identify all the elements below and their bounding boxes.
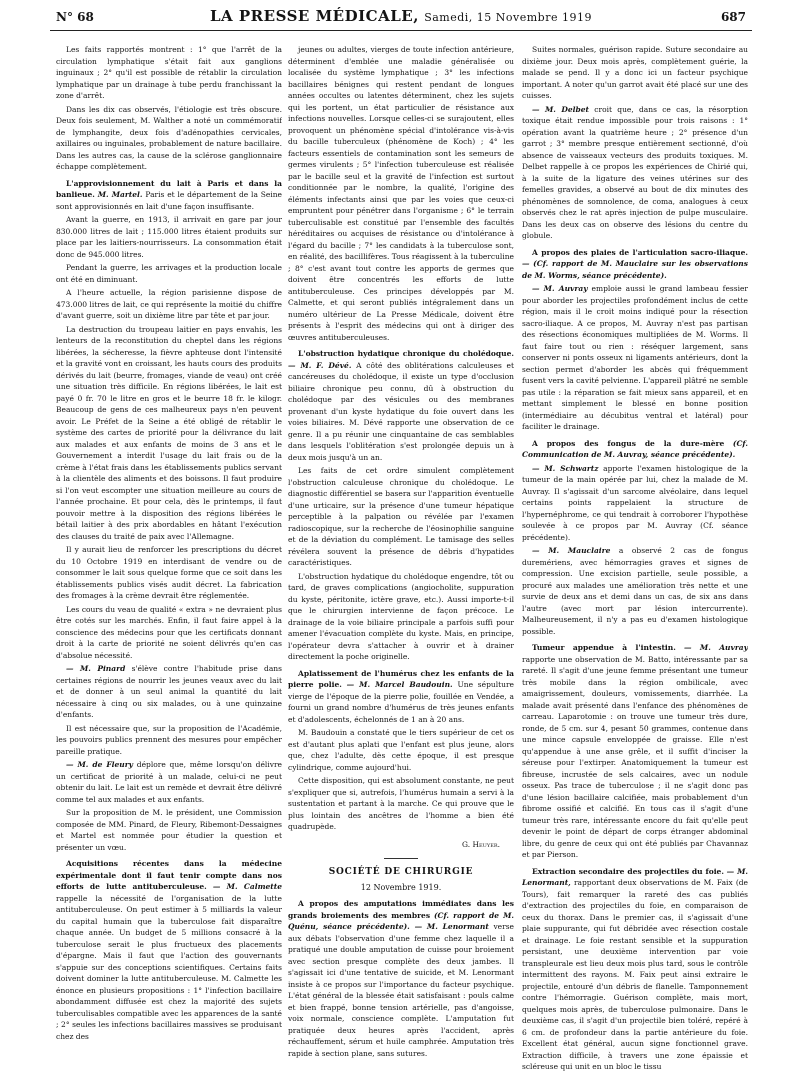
article-paragraph <box>56 287 282 322</box>
text-column-middle <box>288 44 514 1078</box>
page-header <box>50 4 752 31</box>
article-paragraph <box>522 438 748 461</box>
article-paragraph <box>56 759 282 805</box>
paragraph-text: rappelle la nécessité de l'organisation de la lutte antituberculeuse. On peut estimer à 5 milliards la valeur du capital humain que la tuberculose fait disparaître chaque année. Un budget de 5 millions consacré à la tuberculose serait le plus fructueux des placements d'épargne. Mais il faut que l'action des gouvernants s'appuie sur des conceptions scientifiques. Certains faits doivent dominer la lutte antituberculeuse. M. Calmette les énonce en plusieurs propositions : 1° l'infection bacillaire abondamment diffusée est chez la majorité des sujets tuberculisables compatible avec les apparences de la santé ; 2° seules les infections bacillaires massives se produisant chez des <box>56 893 282 1041</box>
article-paragraph <box>288 465 514 569</box>
journal-title: LA PRESSE MÉDICALE, <box>210 7 419 25</box>
article-paragraph <box>56 604 282 662</box>
article-author: — (Cf. rapport de M. Mauclaire sur les observations de M. Worms, séance précédente). <box>522 259 748 280</box>
article-paragraph <box>522 463 748 544</box>
article-author: (Cf. Communication de M. Auvray, séance précédente). <box>522 438 748 459</box>
paragraph-text: Il est nécessaire que, sur la proposition de l'Académie, les pouvoirs publics prennent des mesures pour empêcher pareille pratique. <box>56 723 282 756</box>
article-author: — M. Auvray <box>684 643 748 652</box>
paragraph-text: L'obstruction hydatique du cholédoque engendre, tôt ou tard, de graves complications (angiocholite, suppuration du kyste, péritonite, ictère grave, etc.). Aussi importe-t-il que le chirurgien intervienne de façon précoce. Le drainage de la voie biliaire principale a parfois suffi pour amener l'évacuation complète du kyste. Mais, en principe, l'opérateur devra s'attacher à ouvrir et à drainer directement la poche originelle. <box>288 571 514 661</box>
article-paragraph <box>288 898 514 1059</box>
paragraph-text: La destruction du troupeau laitier en pays envahis, les lenteurs de la reconstitution du cheptel dans les régions libérées, la sécheresse, la fièvre aphteuse dont l'intensité et la gravité vont en croissant, les hauts cours des produits dérivés du lait (beurre, fromages, viande de veau) ont créé une situation très difficile. En régions libérées, le lait est payé 0 fr. 70 le litre en gros et le beurre 18 fr. le kilogr. Beaucoup de gens de ces malheureux pays n'en peuvent avoir. Le Préfet de la Seine a été obligé de rétablir le système des cartes de priorité pour la délivrance du lait aux malades et aux enfants de moins de 3 ans et le Gouvernement a interdit l'usage du lait frais ou de la crème à l'état frais dans les établissements publics servant à la clientèle des aliments et des boissons. Il faut produire si l'on veut escompter une situation meilleure au cours de l'année prochaine. Et pour cela, dès le printemps, il faut pouvoir mettre à la disposition des régions libérées le bétail laitier à des prix abordables en hâtant l'exécution des clauses du traité de paix avec l'Allemagne. <box>56 324 282 541</box>
page-number: 687 <box>720 10 746 24</box>
article-author: — M. Marcel Baudouin. <box>346 680 453 689</box>
issue-number: N° 68 <box>56 10 94 24</box>
article-paragraph <box>288 727 514 773</box>
paragraph-text: Les cours du veau de qualité « extra » ne devraient plus être cotés sur les marchés. Enfin, il faut faire appel à la conscience des médecins pour que les certificats donnant droit à la carte de priorité ne soient délivrés qu'en cas d'absolue nécessité. <box>56 604 282 660</box>
article-paragraph <box>522 866 748 1073</box>
article-paragraph <box>288 775 514 833</box>
journal-title-line <box>50 7 752 25</box>
article-paragraph <box>56 544 282 602</box>
article-author: — M. Pinard <box>66 664 126 673</box>
article-paragraph <box>56 104 282 173</box>
article-author: — M. Mauclaire <box>532 546 611 555</box>
article-paragraph <box>56 262 282 285</box>
article-heading: Aplatissement de l'humérus chez les enfants de la pierre polie. <box>288 668 514 689</box>
paragraph-text: s'élève contre l'habitude prise dans certaines régions de nourrir les jeunes veaux avec du lait et de donner à un seul animal la quantité du lait nécessaire à cinq ou six malades, ou à une quinzaine d'enfants. <box>56 664 282 719</box>
article-paragraph <box>56 858 282 1042</box>
paragraph-text: Une sépulture vierge de l'époque de la pierre polie, fouillée en Vendée, a fourni un grand nombre d'humérus de très jeunes enfants et d'adolescents, échelonnés de 1 an à 20 ans. <box>288 680 514 724</box>
article-heading: Tumeur appendue à l'intestin. <box>532 643 676 652</box>
article-heading: L'obstruction hydatique chronique du cholédoque. <box>298 349 514 358</box>
article-paragraph <box>522 283 748 433</box>
article-paragraph <box>522 104 748 242</box>
paragraph-text: Avant la guerre, en 1913, il arrivait en gare par jour 830.000 litres de lait ; 115.000 litres étaient produits sur place par les laitiers-nourrisseurs. La consommation était donc de 945.000 litres. <box>56 215 282 259</box>
article-paragraph <box>288 44 514 343</box>
article-heading: Extraction secondaire des projectiles du foie. <box>532 866 724 876</box>
paragraph-text: Il y aurait lieu de renforcer les prescriptions du décret du 10 Octobre 1919 en interdisant de vendre ou de consommer le lait sous quelque forme que ce soit dans les établissements publics visés audit décret. La fabrication des fromages à la crème devrait être réglementée. <box>56 545 282 600</box>
article-heading: A propos des fongus de la dure-mère <box>532 438 725 448</box>
paragraph-text: M. Baudouin a constaté que le tiers supérieur de cet os est d'autant plus aplati que l'enfant est plus jeune, alors que, chez l'adulte, dès cette époque, il est presque cylindrique, comme aujourd'hui. <box>288 728 514 772</box>
article-paragraph <box>56 178 282 213</box>
text-column-left <box>56 44 282 1078</box>
paragraph-text: A côté des oblitérations calculeuses et cancéreuses du cholédoque, il existe un type d'occlusion biliaire chronique peu connu, dû à obstruction du cholédoque par des vésicules ou des membranes provenant d'un kyste hydatique du foie ouvert dans les voies biliaires. M. Dévé rapporte une observation de ce genre. Il a pu réunir une cinquantaine de cas semblables dans lesquels l'oblitération s'est prolongée depuis un à deux mois jusqu'à un an. <box>288 360 514 462</box>
paragraph-text: Suites normales, guérison rapide. Suture secondaire au dixième jour. Deux mois après, complètement guérie, la malade se pend. Il y a donc ici un facteur psychique important. A noter qu'un garrot avait été placé sur une des cuisses. <box>522 45 748 100</box>
article-paragraph <box>522 642 748 861</box>
article-heading: A propos des plaies de l'articulation sacro-iliaque. <box>532 247 748 257</box>
article-paragraph <box>56 324 282 543</box>
article-heading: A propos des amputations immédiates dans les grands broiements des membres <box>288 899 514 920</box>
article-author: — M. Calmette <box>212 882 282 891</box>
article-author: — M. Delbet <box>532 104 590 114</box>
issue-date: Samedi, 15 Novembre 1919 <box>424 11 592 24</box>
paragraph-text: Dans les dix cas observés, l'étiologie est très obscure. Deux fois seulement, M. Walther a noté un commémoratif de lymphangite, deux fois d'adénopathies cervicales, axillaires ou inguinales, probablement de nature bacillaire. Dans les autres cas, la cause de la sclérose ganglionnaire échappe complètement. <box>56 104 282 171</box>
paragraph-text: Pendant la guerre, les arrivages et la production locale ont été en diminuant. <box>56 263 282 284</box>
article-paragraph <box>522 247 748 282</box>
article-paragraph <box>288 571 514 663</box>
signature: G. Heuyer. <box>462 839 500 849</box>
section-date: 12 Novembre 1919. <box>360 882 442 892</box>
article-heading: Acquisitions récentes dans la médecine expérimentale dont il faut tenir compte dans nos efforts de lutte antituberculeuse. <box>56 859 282 891</box>
paragraph-text: rapportant deux observations de M. Faix (de Tours), fait remarquer la rareté des cas publiés d'extraction des projectiles du foie, en comparaison de ceux du thorax. Dans le premier cas, il s'agissait d'une plaie suppurante, qui fut débridée avec résection costale et drainage. Le foie restant sensible et la suppuration persistant, une deuxième intervention par voie transpleurale est lieu deux mois plus tard, sous le contrôle intermittent des rayons. M. Faix peut ainsi extraire le projectile, entouré d'un débris de flanelle. Tamponnement contre l'hémorragie. Guérison complète, mais mort, quelques mois après, de tuberculose pulmonaire. Dans le deuxième cas, il s'agit d'un projectile bien toléré, repéré à 6 cm. de profondeur dans la partie antérieure du foie. Excellent état général, aucun signe fonctionnel grave. Extraction difficile, à travers une zone épaissie et scléreuse qui unit en un bloc le tissu <box>522 878 748 1071</box>
article-heading: L'approvisionnement du lait à Paris et dans la banlieue. <box>56 178 282 199</box>
article-paragraph <box>56 44 282 102</box>
paragraph-text: Paris et le département de la Seine sont approvisionnés en lait d'une façon insuffisante. <box>56 190 282 211</box>
paragraph-text: A l'heure actuelle, la région parisienne dispose de 473.000 litres de lait, ce qui représente la moitié du chiffre d'avant guerre, soit un dixième litre par tête et par jour. <box>56 288 282 320</box>
paragraph-text: croit que, dans ce cas, la résorption toxique était rendue impossible pour trois raisons : 1° opération avant la quatrième heure ; 2° présence d'un garrot ; 3° membre presque entièrement sectionné, d'où absence de vaisseaux vecteurs des produits toxiques. M. Delbet rappelle à ce propos les expériences de Chirié qui, à la suite de la ligature des veines utérines sur des femelles gravides, a observé au bout de dix minutes des phénomènes de somnolence, de coma, analogues à ceux observés chez le rat après injection de pulpe musculaire. Dans les deux cas on observe des lésions du centre du globule. <box>522 104 748 240</box>
article-author: — M. Schwartz <box>532 463 599 473</box>
paragraph-text: déplore que, même lorsqu'on délivre un certificat de priorité à un malade, celui-ci ne peut obtenir du lait. Le lait est un remède et devrait être délivré comme tel aux malades et aux enfants. <box>56 760 282 804</box>
article-author: — M. Lenormant, <box>522 866 748 887</box>
section-rule <box>384 858 418 859</box>
paragraph-text: Sur la proposition de M. le président, une Commission composée de MM. Pinard, de Fleury, Ribemont-Dessaignes et Martel est nommée pour étudier la question et présenter un vœu. <box>56 808 282 852</box>
section-title: SOCIÉTÉ DE CHIRURGIE <box>328 867 474 877</box>
article-paragraph <box>56 214 282 260</box>
paragraph-text: emploie aussi le grand lambeau fessier pour aborder les projectiles profondément inclus de cette région, mais il le croit moins indiqué pour la résection sacro-iliaque. A ce propos, M. Auvray n'est pas partisan des résections économiques multipliées de M. Worms. Il faut faire tout ou rien : réséquer largement, sans conserver ni ponts osseux ni ligaments antérieurs, dont la section permet d'aborder les abcès qui fréquemment fusent vers la cavité pelvienne. L'appareil plâtré ne semble pas utile : la réparation se fait mieux sans appareil, et en mettant simplement le blessé en bonne position (intermédiaire au décubitus ventral et latéral) pour faciliter le drainage. <box>522 284 748 431</box>
article-paragraph <box>288 668 514 726</box>
article-paragraph <box>56 807 282 853</box>
article-author: (Cf. rapport de M. Quénu, séance précédente). — M. Lenormant <box>288 910 514 931</box>
paragraph-text: apporte l'examen histologique de la tumeur de la main opérée par lui, chez la malade de M. Auvray. Il s'agissait d'un sarcome alvéolaire, dans lequel certains points rappelaient la structure de l'hypernéphrome, ce qui tendrait à corroborer l'hypothèse soulevée à ce propos par M. Auvray (Cf. séance précédente). <box>522 463 748 542</box>
article-paragraph <box>522 44 748 102</box>
paragraph-text: Les faits rapportés montrent : 1° que l'arrêt de la circulation lymphatique s'était fait aux ganglions inguinaux ; 2° qu'il est possible de rétablir la circulation lymphatique par un drainage à tube perdu franchissant la zone d'arrêt. <box>56 45 282 100</box>
article-paragraph <box>288 348 514 463</box>
article-paragraph <box>56 663 282 721</box>
article-author: — M. Auvray <box>532 284 588 293</box>
article-author: — M. F. Dévé. <box>288 360 352 370</box>
paragraph-text: a observé 2 cas de fongus duremériens, avec hémorragies graves et signes de compression. Une excision partielle, seule possible, a procuré aux malades une amélioration très nette et une survie de deux ans et demi dans un cas, de six ans dans l'autre (avec mort par lésion intercurrente). Malheureusement, il n'y a pas eu d'examen histologique possible. <box>522 546 748 636</box>
section-heading-block <box>288 858 514 893</box>
paragraph-text: rapporte une observation de M. Batto, intéressante par sa rareté. Il s'agit d'une jeune femme présentant une tumeur très mobile dans la région ombilicale, avec amaigrissement, douleurs, vomissements, diarrhée. La malade avait présenté dans l'enfance des phénomènes de carreau. Laparotomie : on trouve une tumeur très dure, ronde, de 5 cm. sur 4, pesant 50 grammes, contenue dans une mince capsule enveloppée de graisse. Elle n'est qu'appendue à une anse grêle, et il suffit d'inciser la séreuse pour l'extirper. Anatomiquement la tumeur est fibreuse, incrustée de sels calcaires, avec un nodule osseux. Pas trace de tuberculose ; il ne s'agit donc pas d'une lésion bacillaire calcifiée, mais probablement d'un fibrome ossifié et calcifié. En tous cas il s'agit d'une tumeur très rare, intéressante encore du fait qu'elle peut devenir le point de départ de corps étranger abdominal libre, du genre de ceux qui ont été publiés par Chavannaz et par Pierson. <box>522 654 748 859</box>
paragraph-text: Cette disposition, qui est absolument constante, ne peut s'expliquer que si, autrefois, l'humérus humain a servi à la sustentation et partant à la marche. Ce qui prouve que le plus lointain des ancêtres de l'homme a bien été quadrupède. <box>288 776 514 831</box>
paragraph-text: verse aux débats l'observation d'une femme chez laquelle il a pratiqué une double amputation de cuisse pour broiement avec section presque complète des deux jambes. Il s'agissait ici d'une tentative de suicide, et M. Lenormant insiste à ce propos sur l'importance du facteur psychique. L'état général de la blessée était satisfaisant : pouls calme et bien frappé, bonne tension artérielle, pas d'angoisse, voix normale, conscience complète. L'amputation fut pratiquée deux heures après l'accident, après réchauffement, sérum et huile camphrée. Amputation très rapide à section plane, sans sutures. <box>288 922 514 1058</box>
paragraph-text: jeunes ou adultes, vierges de toute infection antérieure, déterminent d'emblée une maladie généralisée ou localisée du système lymphatique ; 3° les infections bacillaires bénignes qui restent pendant de longues années occultes ou latentes déterminent, chez les sujets qui les portent, un état particulier de résistance aux infections nouvelles. Lorsque celles-ci se surajoutent, elles provoquent un phénomène spécial d'intolérance vis-à-vis du bacille tuberculeux (phénomène de Koch) ; 4° les facteurs essentiels de contamination sont les semeurs de germes virulents ; 5° l'infection tuberculeuse est réalisée par le bacille seul et la gravité de l'infection est surtout conditionnée par le nombre, la qualité, l'origine des éléments infectants ainsi que par les voies que ceux-ci empruntent pour pénétrer dans l'organisme ; 6° le terrain tuberculisable est constitué par l'ensemble des facultés héréditaires ou acquises de résistance ou d'intolérance à l'égard du bacille ; 7° les candidats à la tuberculose sont, en réalité, des bacillifères. Tous réagissent à la tuberculine ; 8° c'est avant tout contre les apports de germes que doivent être concentrés les efforts de lutte antituberculeuse. Ces principes développés par M. Calmette, et qui seront publiés intégralement dans un numéro ultérieur de La Presse Médicale, doivent être présents à l'esprit des médecins qui ont à diriger des œuvres antituberculeuses. <box>288 45 514 342</box>
text-column-right <box>522 44 748 1078</box>
paragraph-text: Les faits de cet ordre simulent complètement l'obstruction calculeuse chronique du cholédoque. Le diagnostic différentiel se basera sur l'apparition éventuelle d'une urticaire, sur la présence d'une tumeur hépatique perceptible à la palpation ou révélée par l'examen radioscopique, sur la recherche de l'éosinophilie sanguine et de la déviation du complément. Le tamisage des selles révélera souvent la présence de débris d'hypatides caractéristiques. <box>288 466 514 567</box>
article-paragraph <box>56 723 282 758</box>
article-author: M. Martel. <box>97 190 143 199</box>
article-paragraph <box>522 545 748 637</box>
article-author: — M. de Fleury <box>66 760 134 769</box>
